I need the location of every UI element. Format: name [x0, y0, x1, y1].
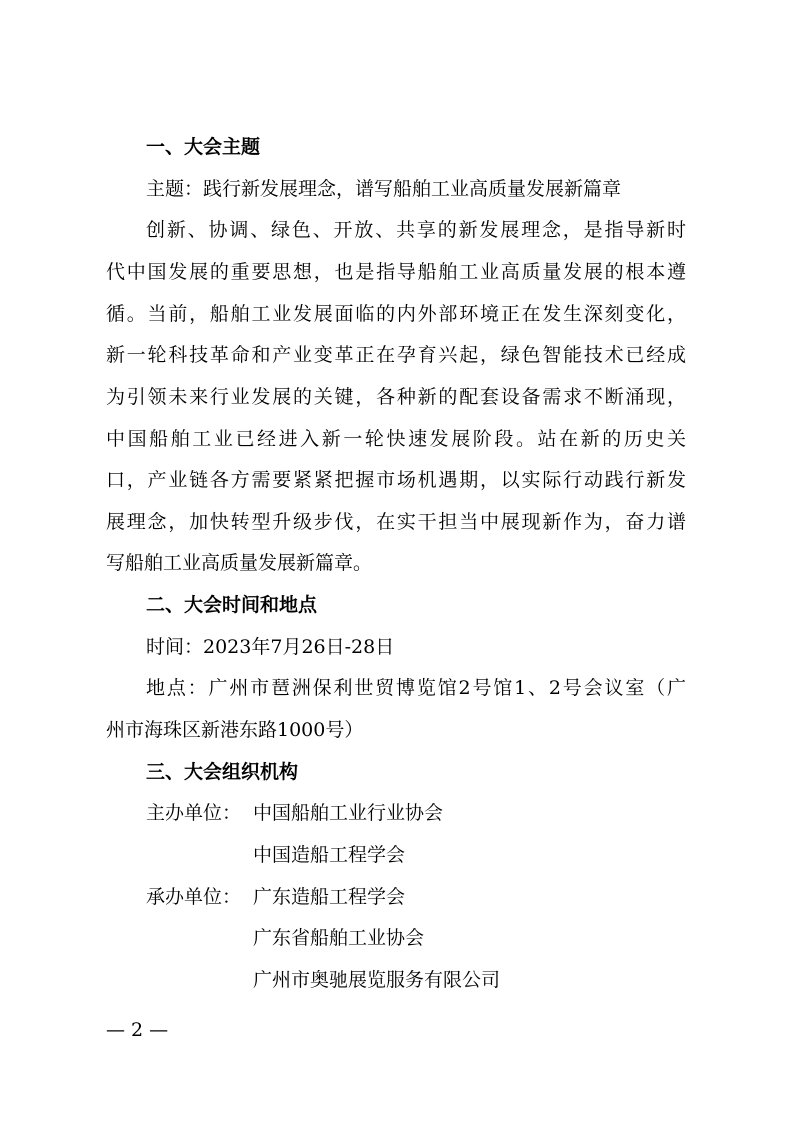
- paragraph-line: 中国船舶工业已经进入新一轮快速发展阶段。站在新的历史关: [106, 428, 686, 450]
- paragraph-line: 为引领未来行业发展的关键，各种新的配套设备需求不断涌现，: [106, 386, 686, 408]
- paragraph-line: 创新、协调、绿色、开放、共享的新发展理念，是指导新时: [146, 219, 686, 241]
- organizer-organization: 广州市奥驰展览服务有限公司: [253, 969, 501, 991]
- organizer-label: 承办单位：: [146, 886, 242, 908]
- paragraph-line: 写船舶工业高质量发展新篇章。: [106, 552, 373, 574]
- host-label: 主办单位：: [146, 802, 242, 824]
- section-heading-theme: 一、大会主题: [146, 136, 261, 158]
- organizer-organization: 广东省船舶工业协会: [253, 927, 425, 949]
- place-line-continued: 州市海珠区新港东路1000号）: [106, 719, 364, 741]
- section-heading-organization: 三、大会组织机构: [146, 761, 299, 783]
- host-organization: 中国造船工程学会: [253, 844, 406, 866]
- page-number: — 2 —: [106, 1019, 169, 1041]
- paragraph-line: 展理念，加快转型升级步伐，在实干担当中展现新作为，奋力谱: [106, 511, 686, 533]
- host-organization: 中国船舶工业行业协会: [253, 802, 444, 824]
- paragraph-line: 新一轮科技革命和产业变革正在孕育兴起，绿色智能技术已经成: [106, 344, 686, 366]
- time-line: 时间：2023年7月26日-28日: [146, 636, 395, 658]
- section-heading-time-place: 二、大会时间和地点: [146, 594, 318, 616]
- organizer-organization: 广东造船工程学会: [253, 886, 406, 908]
- paragraph-line: 口，产业链各方需要紧紧把握市场机遇期，以实际行动践行新发: [106, 469, 686, 491]
- paragraph-line: 循。当前，船舶工业发展面临的内外部环境正在发生深刻变化，: [106, 303, 686, 325]
- place-line: 地点：广州市琶洲保利世贸博览馆2号馆1、2号会议室（广: [146, 677, 686, 699]
- theme-line: 主题：践行新发展理念，谱写船舶工业高质量发展新篇章: [146, 178, 622, 200]
- paragraph-line: 代中国发展的重要思想，也是指导船舶工业高质量发展的根本遵: [106, 261, 686, 283]
